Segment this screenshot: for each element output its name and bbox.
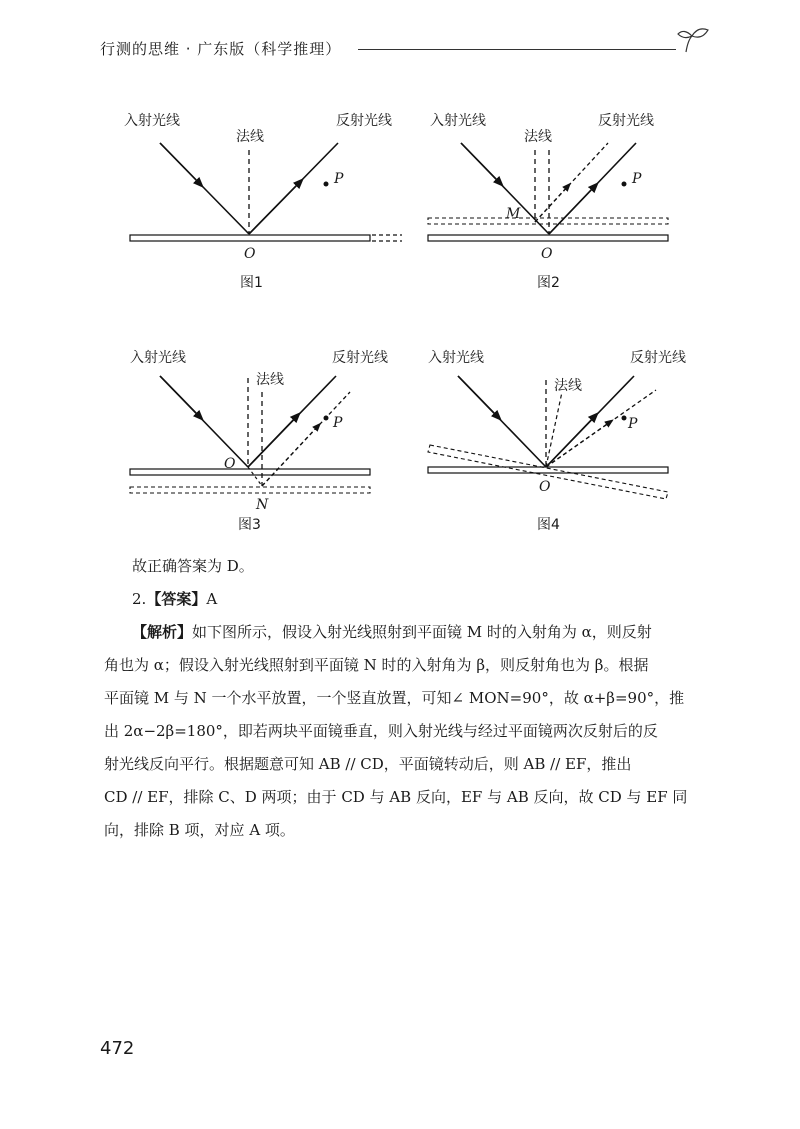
fig3-incident-label: 入射光线 (130, 350, 186, 366)
figure-2 (428, 112, 668, 262)
analysis-line: 向，排除 B 项，对应 A 项。 (104, 821, 295, 839)
fig2-incident-label: 入射光线 (430, 113, 486, 129)
figure-1-caption: 图1 (240, 275, 263, 291)
analysis-line: 角也为 α；假设入射光线照射到平面镜 N 时的入射角为 β，则反射角也为 β。根据 (104, 656, 649, 674)
analysis-line: 出 2α−2β=180°，即若两块平面镜垂直，则入射光线与经过平面镜两次反射后的反 (104, 722, 658, 740)
answer-value: A (206, 590, 218, 608)
analysis-line: 射光线反向平行。根据题意可知 AB // CD，平面镜转动后，则 AB // EF，推出 (104, 755, 632, 773)
fig1-reflected-label: 反射光线 (336, 113, 392, 129)
analysis-line: 如下图所示，假设入射光线照射到平面镜 M 时的入射角为 α，则反射 (192, 623, 652, 641)
fig2-point-p (622, 182, 627, 187)
fig2-shifted-arrow (535, 186, 568, 222)
figure-3 (130, 349, 388, 513)
question-number: 2. (132, 590, 147, 608)
fig2-mirror (428, 235, 668, 241)
fig1-mirror (130, 235, 370, 241)
fig4-incident-label: 入射光线 (428, 350, 484, 366)
figure-2-caption: 图2 (537, 275, 560, 291)
fig3-o-label: O (224, 456, 236, 472)
fig3-reflected-label: 反射光线 (332, 350, 388, 366)
page-number: 472 (100, 1038, 135, 1059)
fig1-o-label: O (244, 246, 256, 262)
analysis-paragraph (104, 616, 704, 847)
fig3-incident-arrow (160, 376, 200, 417)
fig2-p-label: P (632, 171, 642, 187)
fig4-reflected-arrow (546, 416, 595, 467)
figure-4-caption: 图4 (537, 517, 560, 533)
fig4-point-p (622, 416, 627, 421)
figure-3-caption: 图3 (238, 517, 261, 533)
fig4-tilted-normal (546, 392, 562, 467)
analysis-tag: 【解析】 (132, 623, 193, 641)
fig2-raised-mirror (428, 218, 668, 224)
header-title: 行测的思维 · 广东版（科学推理） (100, 40, 342, 58)
fig2-reflected-arrow (549, 186, 595, 234)
fig3-lowered-mirror (130, 487, 370, 493)
fig4-tilted-reflected (546, 390, 656, 467)
figure-drawings (0, 0, 800, 540)
fig4-o-label: O (539, 479, 551, 495)
fig3-p-label: P (333, 415, 343, 431)
analysis-line: 平面镜 M 与 N 一个水平放置，一个竖直放置，可知∠ MON=90°，故 α+β=90°，推 (104, 689, 685, 707)
fig4-tilted-arrow (546, 422, 610, 467)
fig4-p-label: P (628, 416, 638, 432)
question-2-answer (104, 583, 704, 616)
fig3-extended-incident (248, 467, 262, 486)
fig3-normal-label: 法线 (256, 372, 284, 388)
answer-conclusion (104, 550, 704, 583)
fig1-incident-label: 入射光线 (124, 113, 180, 129)
fig4-reflected-label: 反射光线 (630, 350, 686, 366)
fig3-n-label: N (256, 497, 269, 513)
fig3-point-p (324, 416, 329, 421)
figure-1 (124, 112, 402, 262)
fig3-reflected-arrow (248, 416, 297, 467)
fig2-o-label: O (541, 246, 553, 262)
fig4-incident-arrow (458, 376, 498, 417)
fig2-normal-label: 法线 (524, 129, 552, 145)
fig1-normal-label: 法线 (236, 129, 264, 145)
fig2-reflected-label: 反射光线 (598, 113, 654, 129)
fig2-incident-arrow (461, 143, 500, 183)
answer-tag: 【答案】 (146, 590, 207, 608)
figure-4 (428, 349, 686, 499)
fig4-normal-label: 法线 (554, 378, 582, 394)
fig1-incident-arrow (160, 143, 200, 184)
fig2-m-label: M (506, 206, 521, 222)
fig3-shifted-arrow (262, 426, 318, 486)
fig3-mirror (130, 469, 370, 475)
answer-conclusion-text: 故正确答案为 D。 (132, 557, 254, 575)
fig1-p-label: P (334, 171, 344, 187)
mirror-figures (0, 0, 800, 540)
fig1-point-p (324, 182, 329, 187)
analysis-line: CD // EF，排除 C、D 两项；由于 CD 与 AB 反向，EF 与 AB 反向，故 CD 与 EF 同 (104, 788, 688, 806)
fig1-reflected-arrow (249, 182, 300, 234)
